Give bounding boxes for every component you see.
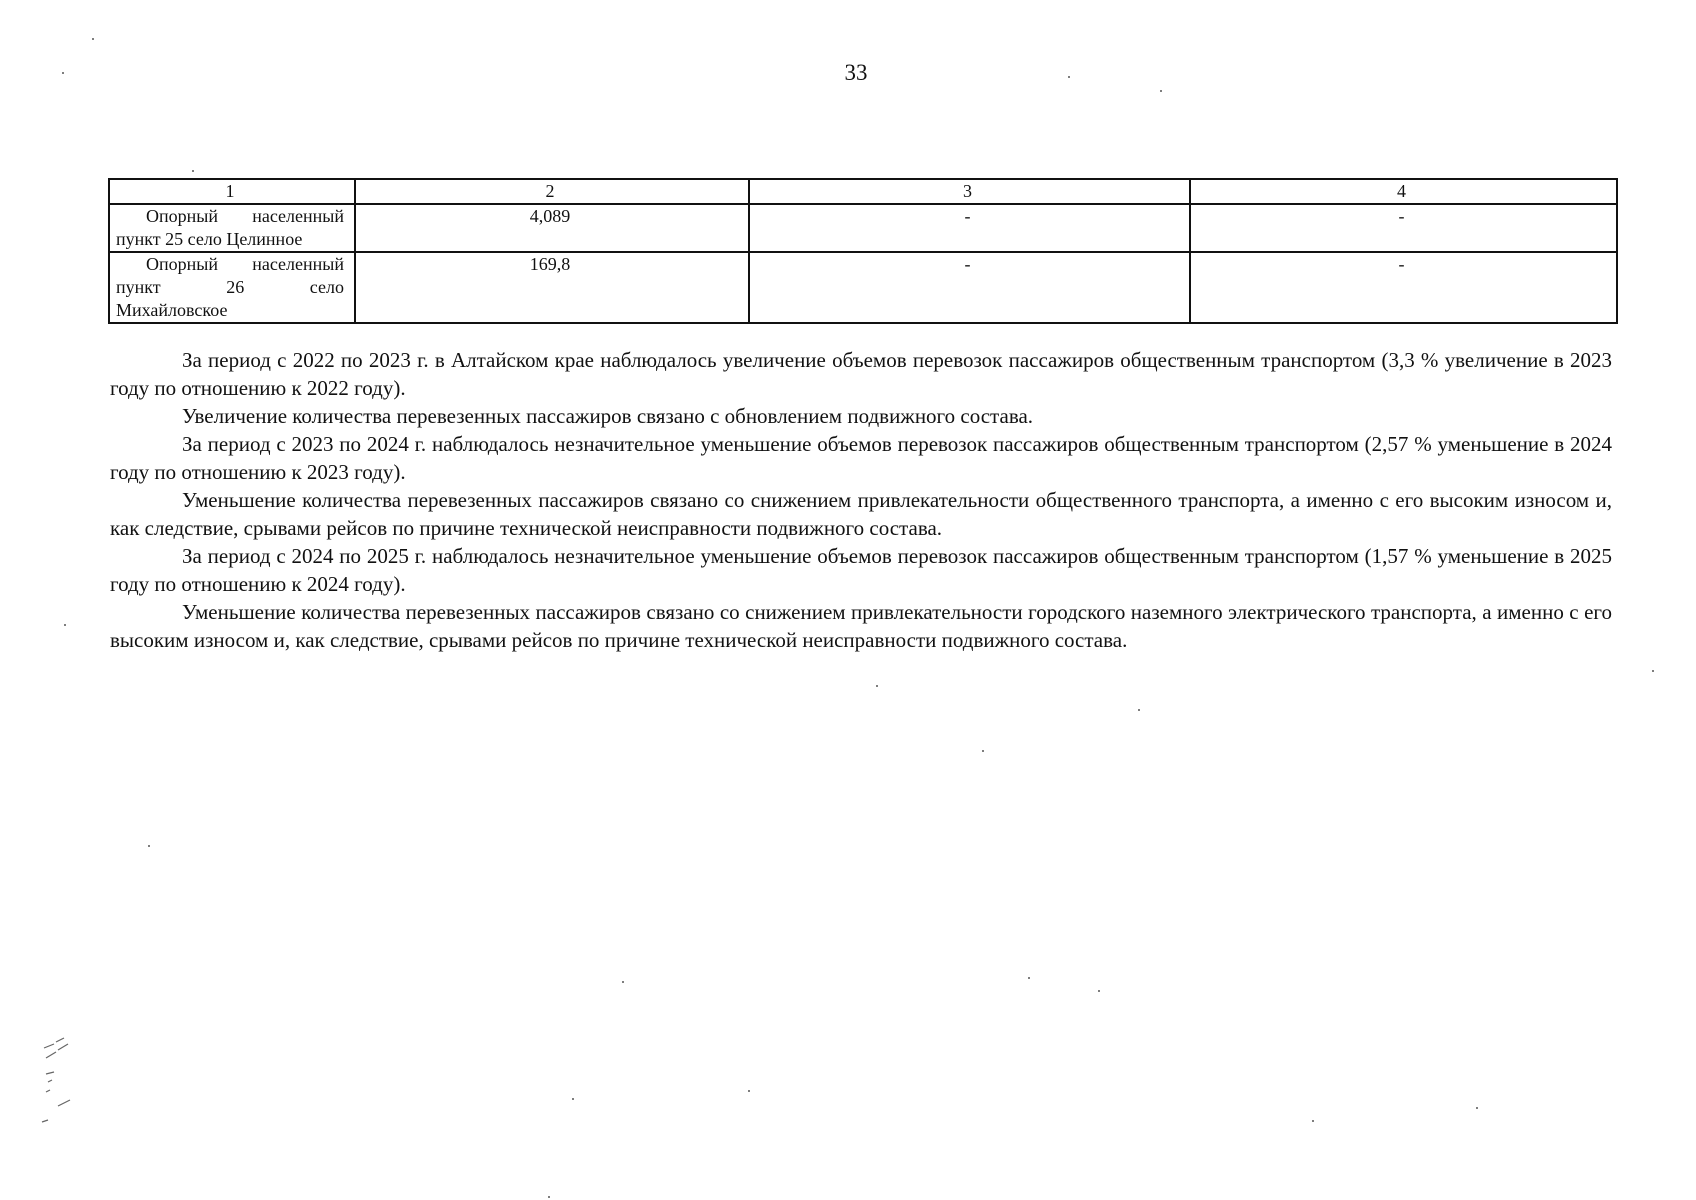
scan-speck [1098, 990, 1100, 992]
table-header-cell: 1 [109, 179, 355, 204]
scan-speck [748, 1090, 750, 1092]
table-row [109, 204, 1617, 252]
table-row [109, 252, 1617, 323]
settlement-name-line: Опорный населенный [146, 254, 344, 274]
body-text [110, 346, 1612, 654]
scan-speck [1476, 1107, 1478, 1109]
paragraph: За период с 2023 по 2024 г. наблюдалось незначительное уменьшение объемов перевозок пассажиров общественным транспортом (2,57 % уменьшение в 2024 году по отношению к 2023 году). [110, 432, 1612, 484]
scan-speck [982, 750, 984, 752]
settlement-name-line: пункт 26 село [116, 277, 344, 297]
paragraph: За период с 2024 по 2025 г. наблюдалось незначительное уменьшение объемов перевозок пассажиров общественным транспортом (1,57 % уменьшение в 2025 году по отношению к 2024 году). [110, 544, 1612, 596]
scan-speck [92, 38, 94, 40]
dash-cell: - [749, 252, 1190, 323]
table-header-cell: 4 [1190, 179, 1617, 204]
scan-speck [1652, 670, 1654, 672]
data-table [108, 178, 1618, 324]
page-number: 33 [844, 60, 868, 85]
dash-cell: - [1190, 204, 1617, 252]
dash-cell: - [1190, 252, 1617, 323]
scan-speck [64, 624, 66, 626]
table-header-cell: 2 [355, 179, 749, 204]
settlement-name-cell [109, 204, 355, 252]
value-cell: 169,8 [355, 252, 749, 323]
paragraph: Уменьшение количества перевезенных пассажиров связано со снижением привлекательности общественного транспорта, а именно с его высоким износом и, как следствие, срывами рейсов по причине технической неисправности подвижного состава. [110, 488, 1612, 540]
table-header-row [109, 179, 1617, 204]
scan-speck [148, 845, 150, 847]
scan-speck [1160, 90, 1162, 92]
scan-speck [1312, 1120, 1314, 1122]
paragraph: Уменьшение количества перевезенных пассажиров связано со снижением привлекательности городского наземного электрического транспорта, а именно с его высоким износом и, как следствие, срывами рейсов по причине технической неисправности подвижного состава. [110, 600, 1612, 652]
settlement-name-line: Михайловское [116, 300, 228, 320]
paragraph: Увеличение количества перевезенных пассажиров связано с обновлением подвижного состава. [182, 404, 1034, 428]
scan-marks [38, 1030, 98, 1150]
settlement-name-cell [109, 252, 355, 323]
scan-speck [572, 1098, 574, 1100]
scan-speck [1138, 709, 1140, 711]
scan-speck [622, 981, 624, 983]
table-header-cell: 3 [749, 179, 1190, 204]
scan-speck [192, 170, 194, 172]
scan-speck [1028, 977, 1030, 979]
settlement-name-line: Опорный населенный [146, 206, 344, 226]
dash-cell: - [749, 204, 1190, 252]
settlement-name-line: пункт 25 село Целинное [116, 229, 303, 249]
paragraph: За период с 2022 по 2023 г. в Алтайском крае наблюдалось увеличение объемов перевозок пассажиров общественным транспортом (3,3 % увеличение в 2023 году по отношению к 2022 году). [110, 348, 1612, 400]
value-cell: 4,089 [355, 204, 749, 252]
scan-speck [1068, 76, 1070, 78]
scan-speck [548, 1196, 550, 1198]
scan-speck [62, 72, 64, 74]
scan-speck [876, 685, 878, 687]
